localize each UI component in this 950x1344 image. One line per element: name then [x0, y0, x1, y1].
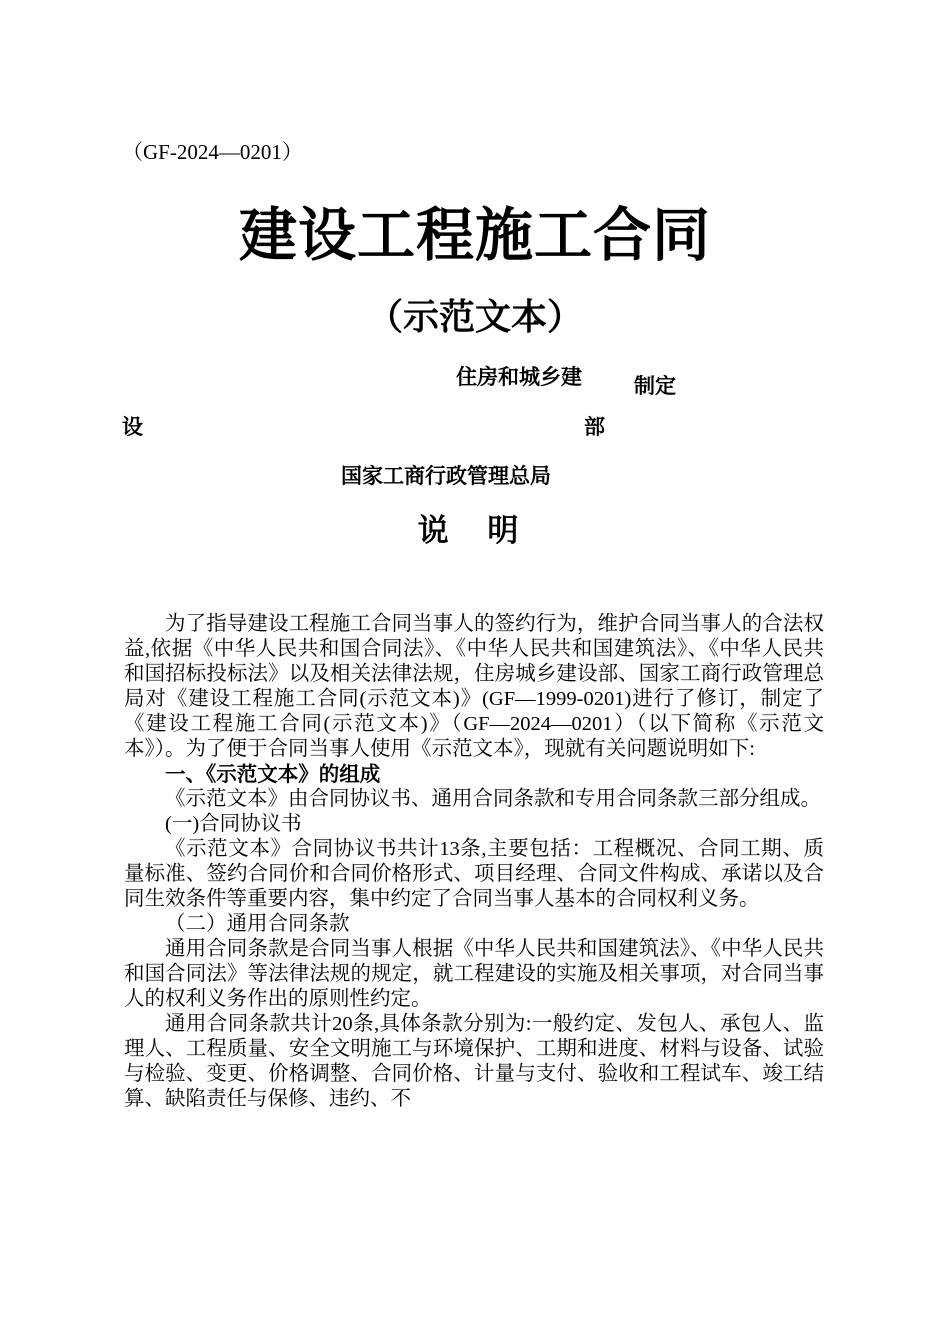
- paragraph-general-terms-list: 通用合同条款共计20条,具体条款分别为:一般约定、发包人、承包人、监理人、工程质量、安全文明施工与环境保护、工期和进度、材料与设备、试验与检验、变更、价格调整、合同价格、计量与支付、验收和工程试车、竣工结算、缺陷责任与保修、违约、不: [124, 1013, 824, 1110]
- explanation-body: [124, 612, 824, 1112]
- issuer-administration: 国家工商行政管理总局: [341, 464, 551, 488]
- issuer-ministry-part1: 住房和城乡建: [456, 365, 582, 389]
- section-heading-composition: 一、《示范文本》的组成: [165, 762, 381, 786]
- contract-title: 建设工程施工合同: [238, 203, 711, 268]
- paragraph-general-terms: 通用合同条款是合同当事人根据《中华人民共和国建筑法》、《中华人民共和国合同法》等法律法规的规定，就工程建设的实施及相关事项，对合同当事人的权利义务作出的原则性约定。: [124, 938, 824, 1010]
- subheading-agreement: (一)合同协议书: [165, 813, 302, 835]
- paragraph-composition: 《示范文本》由合同协议书、通用合同条款和专用合同条款三部分组成。: [165, 788, 821, 810]
- issuer-ministry-part3: 部: [584, 415, 605, 439]
- standard-code: （GF-2024—0201）: [122, 140, 303, 164]
- explanation-title: 说 明: [417, 513, 533, 549]
- contract-subtitle: （示范文本）: [366, 297, 583, 337]
- issuer-ministry-part2: 设: [122, 415, 143, 439]
- paragraph-intro: 为了指导建设工程施工合同当事人的签约行为，维护合同当事人的合法权益,依据《中华人民共和国合同法》、《中华人民共和国建筑法》、《中华人民共和国招标投标法》以及相关法律法规，住房城乡建设部、国家工商行政管理总局对《建设工程施工合同(示范文本)》(GF—1999-0201)进行了修订，制定了《建设工程施工合同(示范文本)》（GF—2024—0201）（以下简称《示范文本》）。为了便于合同当事人使用《示范文本》，现就有关问题说明如下:: [124, 613, 824, 760]
- issued-label: 制定: [634, 374, 676, 398]
- paragraph-agreement: 《示范文本》合同协议书共计13条,主要包括：工程概况、合同工期、质量标准、签约合同价和合同价格形式、项目经理、合同文件构成、承诺以及合同生效条件等重要内容，集中约定了合同当事人基本的合同权利义务。: [124, 838, 824, 910]
- subheading-general-terms: （二）通用合同条款: [165, 913, 350, 935]
